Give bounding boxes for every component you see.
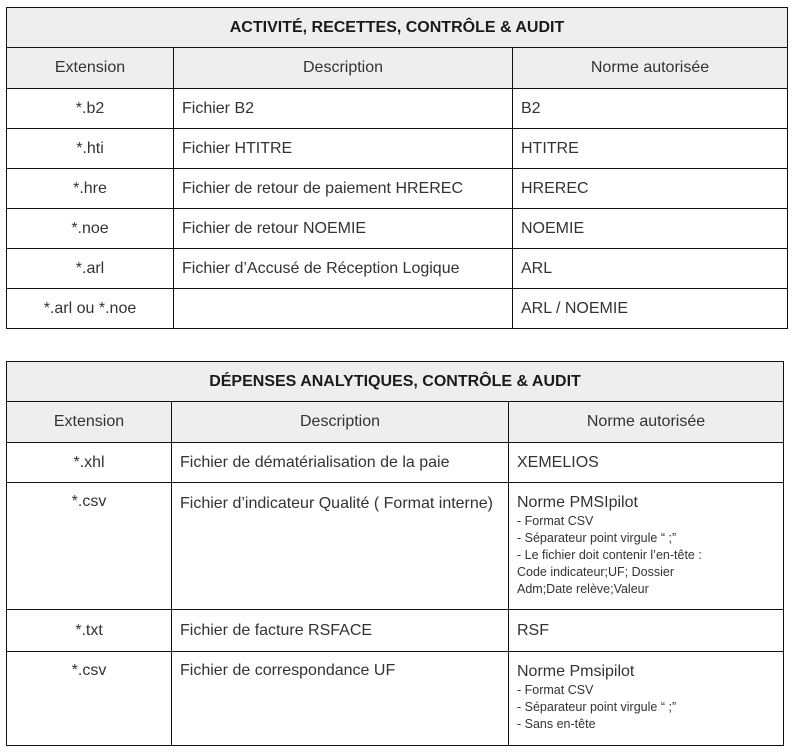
description-cell: Fichier HTITRE — [174, 129, 513, 169]
table-row — [7, 209, 788, 249]
column-header-extension: Extension — [7, 48, 174, 89]
extension-cell: *.xhl — [7, 443, 172, 483]
norme-note: - Sans en-tête — [517, 717, 596, 731]
description-cell: Fichier de retour de paiement HREREC — [174, 169, 513, 209]
norme-note: - Format CSV — [517, 683, 594, 697]
description-cell: Fichier de facture RSFACE — [172, 610, 509, 652]
extension-cell: *.hti — [7, 129, 174, 169]
description-cell: Fichier de dématérialisation de la paie — [172, 443, 509, 483]
depenses-analytiques-table — [6, 361, 784, 746]
table-title: DÉPENSES ANALYTIQUES, CONTRÔLE & AUDIT — [7, 362, 784, 402]
table-row — [7, 610, 784, 652]
table-row — [7, 129, 788, 169]
activite-recettes-table — [6, 7, 788, 329]
table-row — [7, 443, 784, 483]
norme-notes — [517, 682, 775, 733]
extension-cell: *.arl ou *.noe — [7, 289, 174, 329]
norme-cell: ARL — [513, 249, 788, 289]
norme-title: Norme Pmsipilot — [517, 663, 635, 680]
description-cell — [174, 289, 513, 329]
extension-cell: *.txt — [7, 610, 172, 652]
table-row — [7, 169, 788, 209]
column-header-description: Description — [172, 402, 509, 443]
table-row — [7, 289, 788, 329]
extension-cell: *.arl — [7, 249, 174, 289]
norme-note: - Le fichier doit contenir l’en-tête : — [517, 548, 702, 562]
table-row — [7, 249, 788, 289]
description-cell: Fichier B2 — [174, 89, 513, 129]
table-row — [7, 483, 784, 610]
norme-cell: B2 — [513, 89, 788, 129]
description-cell: Fichier de correspondance UF — [172, 652, 509, 746]
column-header-norme: Norme autorisée — [513, 48, 788, 89]
norme-note: - Séparateur point virgule “ ;” — [517, 700, 677, 714]
extension-cell: *.hre — [7, 169, 174, 209]
column-header-description: Description — [174, 48, 513, 89]
norme-cell: HTITRE — [513, 129, 788, 169]
norme-note: - Séparateur point virgule “ ;” — [517, 531, 677, 545]
extension-cell: *.csv — [7, 652, 172, 746]
column-header-norme: Norme autorisée — [509, 402, 784, 443]
norme-cell: ARL / NOEMIE — [513, 289, 788, 329]
norme-note: Code indicateur;UF; Dossier — [517, 565, 675, 579]
table-title: ACTIVITÉ, RECETTES, CONTRÔLE & AUDIT — [7, 8, 788, 48]
column-header-extension: Extension — [7, 402, 172, 443]
norme-cell: XEMELIOS — [509, 443, 784, 483]
description-cell: Fichier d’indicateur Qualité ( Format interne) — [172, 483, 509, 610]
table-row — [7, 89, 788, 129]
norme-title: Norme PMSIpilot — [517, 494, 638, 511]
norme-cell: HREREC — [513, 169, 788, 209]
norme-cell — [509, 652, 784, 746]
norme-cell: NOEMIE — [513, 209, 788, 249]
extension-cell: *.b2 — [7, 89, 174, 129]
norme-note: - Format CSV — [517, 514, 594, 528]
extension-cell: *.noe — [7, 209, 174, 249]
description-cell: Fichier d’Accusé de Réception Logique — [174, 249, 513, 289]
description-cell: Fichier de retour NOEMIE — [174, 209, 513, 249]
norme-notes — [517, 513, 775, 598]
norme-cell: RSF — [509, 610, 784, 652]
extension-cell: *.csv — [7, 483, 172, 610]
norme-note: Adm;Date relève;Valeur — [517, 582, 649, 596]
norme-cell — [509, 483, 784, 610]
table-row — [7, 652, 784, 746]
